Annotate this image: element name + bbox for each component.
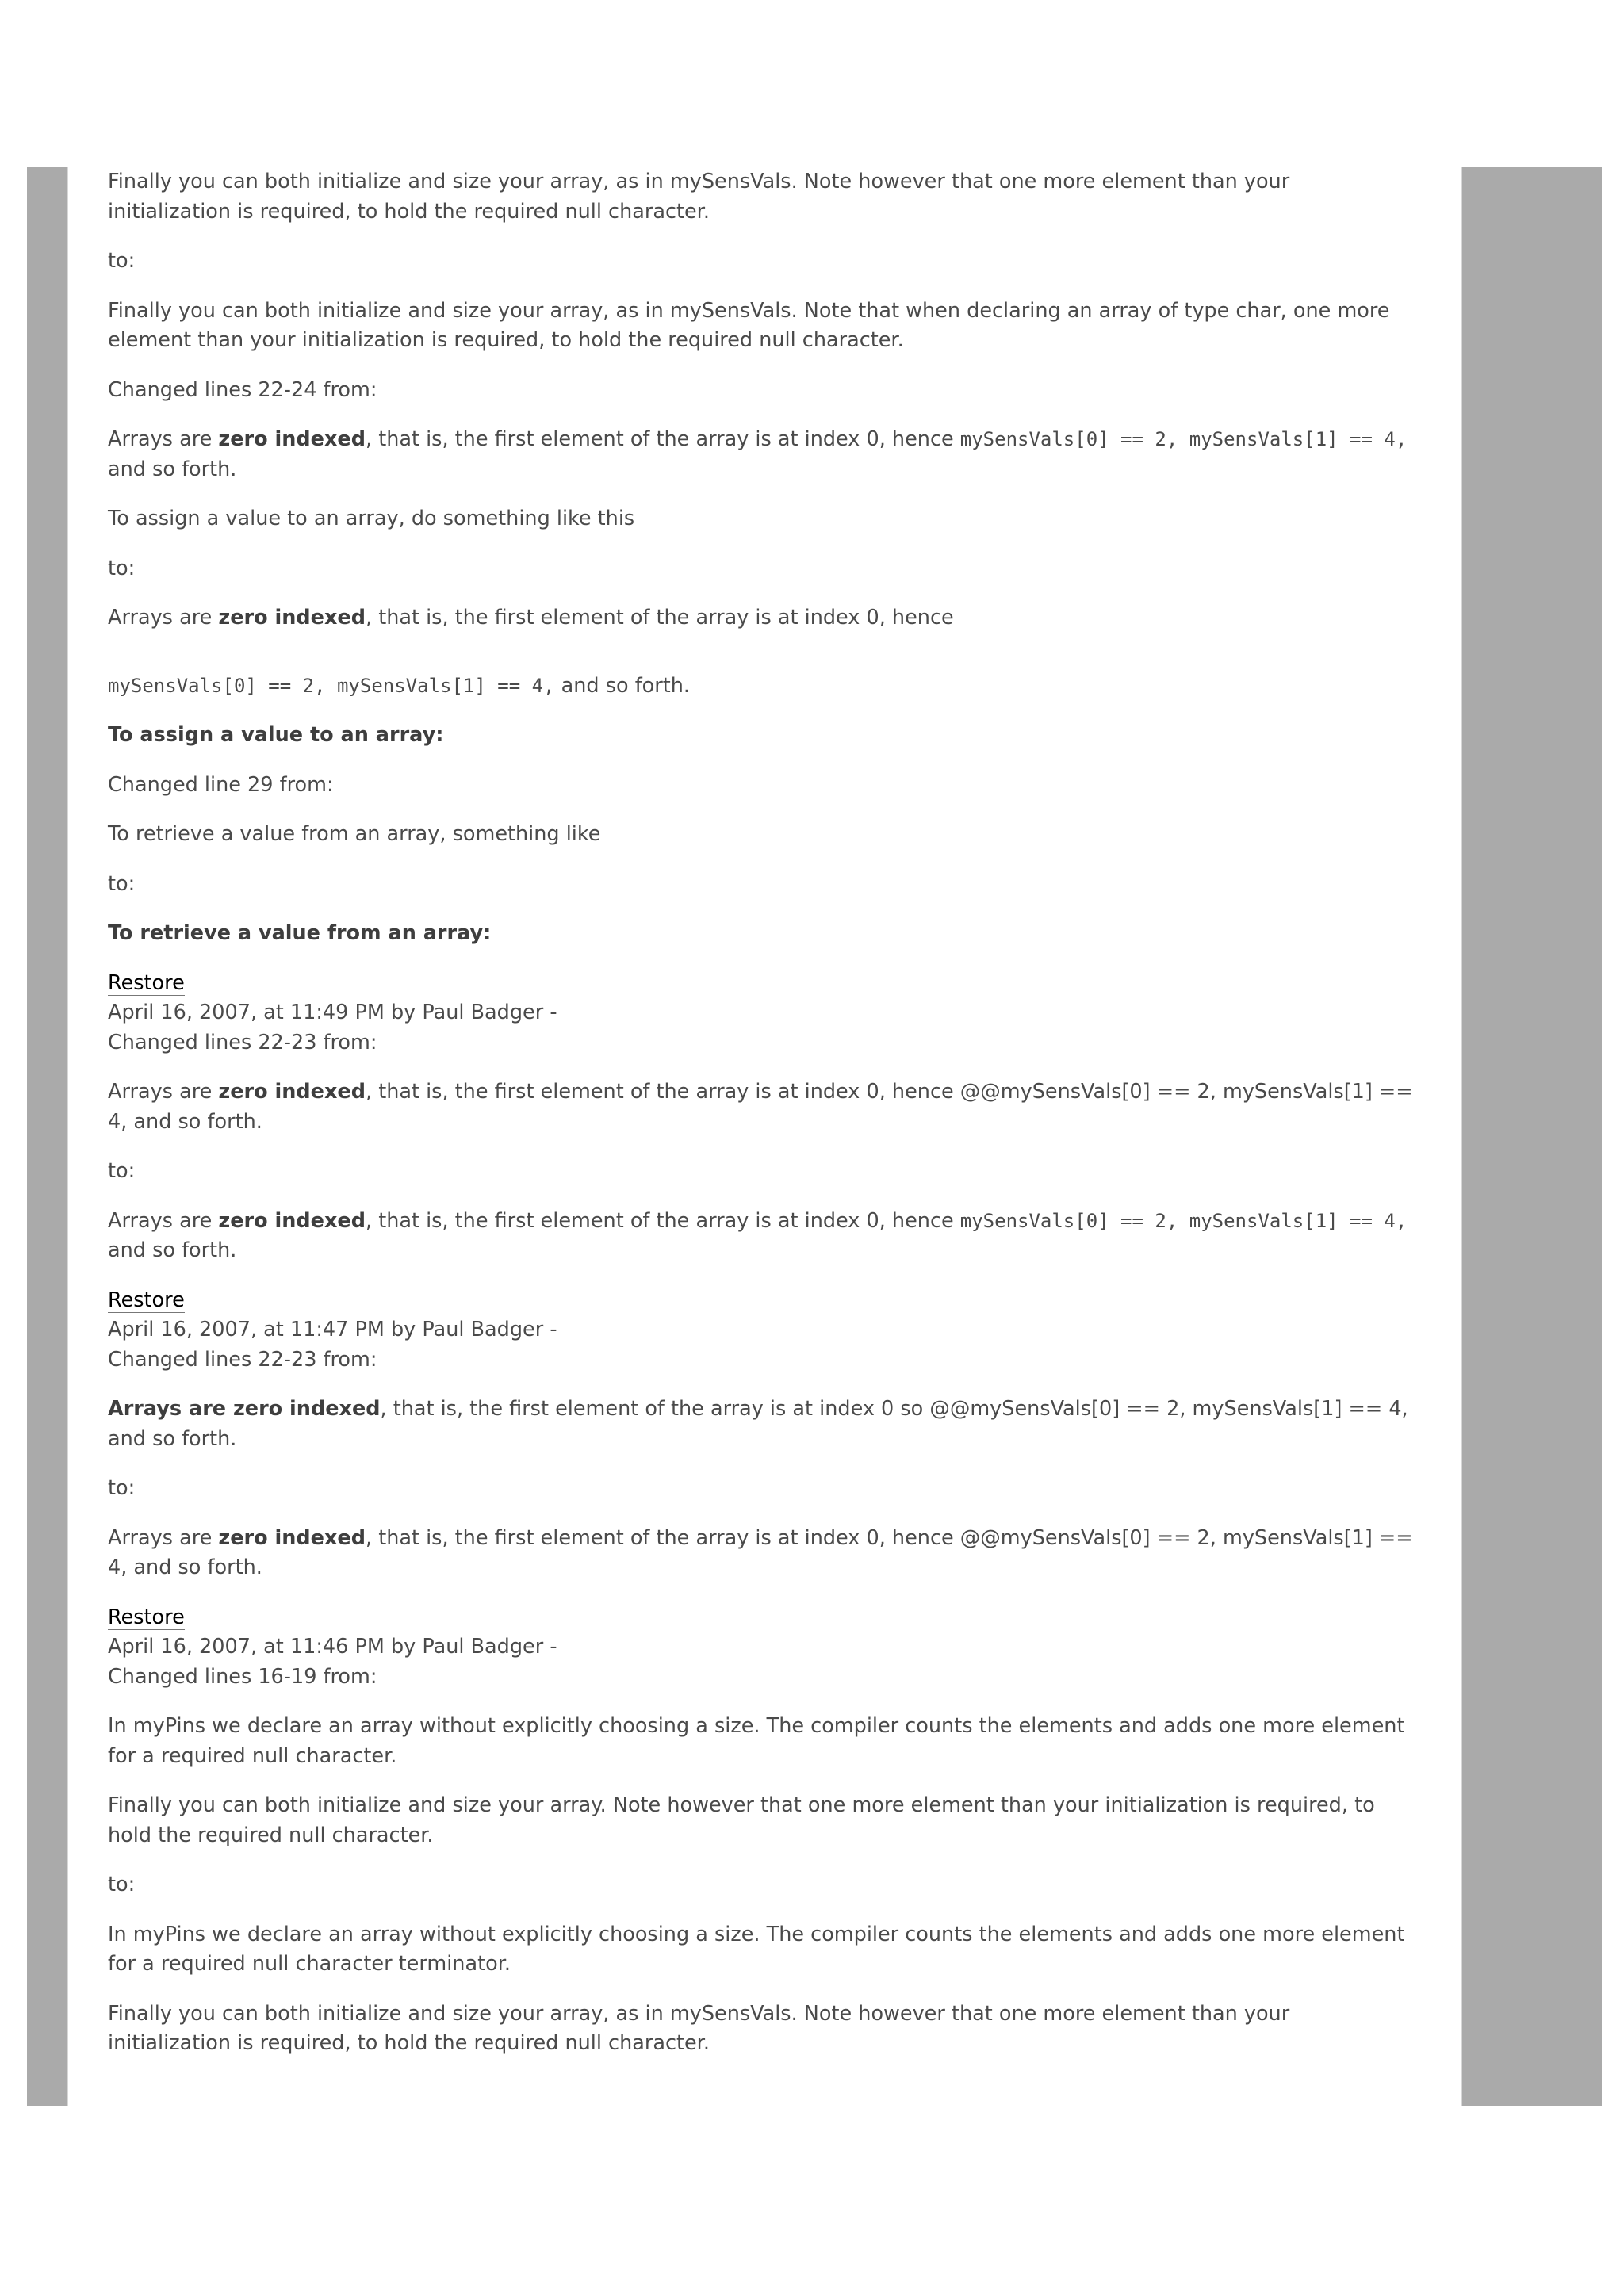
- code-snippet: mySensVals[0] == 2, mySensVals[1] == 4,: [108, 674, 555, 697]
- revision-meta: April 16, 2007, at 11:46 PM by Paul Badger -: [108, 1635, 557, 1659]
- diff-label: to:: [108, 1873, 136, 1896]
- revision-entry: [108, 1286, 1416, 1376]
- diff-label: Changed lines 22-23 from:: [108, 1030, 377, 1054]
- diff-text: To assign a value to an array:: [108, 723, 444, 747]
- diff-label: to:: [108, 1476, 136, 1500]
- diff-label: to:: [108, 249, 136, 273]
- diff-text: Finally you can both initialize and size your array, as in mySensVals. Note that when declaring an array of type char, one more element than your initialization is required, to hold the required null character.: [108, 298, 1390, 352]
- left-margin-bar: [27, 167, 68, 2106]
- diff-text: Arrays are zero indexed, that is, the first element of the array is at index 0 so @@mySensVals[0] == 2, mySensVals[1] == 4, and so forth.: [108, 1397, 1408, 1451]
- diff-text: To retrieve a value from an array:: [108, 921, 492, 945]
- diff-text: In myPins we declare an array without explicitly choosing a size. The compiler counts the elements and adds one more element for a required null character.: [108, 1714, 1405, 1768]
- diff-text: To assign a value to an array, do something like this: [108, 507, 635, 530]
- right-margin-bar: [1461, 167, 1602, 2106]
- diff-text: Arrays are zero indexed, that is, the first element of the array is at index 0, hence: [108, 606, 954, 629]
- revision-entry: [108, 1603, 1416, 1693]
- diff-label: Changed line 29 from:: [108, 772, 334, 797]
- diff-text: Finally you can both initialize and size your array, as in mySensVals. Note however that one more element than your initialization is required, to hold the required null character.: [108, 2001, 1290, 2055]
- diff-text: To retrieve a value from an array, something like: [108, 822, 601, 846]
- diff-label: Changed lines 22-23 from:: [108, 1347, 377, 1372]
- diff-text: mySensVals[0] == 2, mySensVals[1] == 4, and so forth.: [108, 673, 691, 698]
- diff-label: to:: [108, 556, 136, 580]
- diff-text: Finally you can both initialize and size your array. Note however that one more element than your initialization is required, to hold the required null character.: [108, 1793, 1375, 1847]
- page-history-content: [108, 167, 1416, 2079]
- revision-meta: April 16, 2007, at 11:47 PM by Paul Badger -: [108, 1318, 557, 1341]
- code-snippet: mySensVals[0] == 2, mySensVals[1] == 4,: [959, 428, 1408, 450]
- diff-text: Arrays are zero indexed, that is, the first element of the array is at index 0, hence @@mySensVals[0] == 2, mySensVals[1] == 4, and so forth.: [108, 1080, 1413, 1134]
- restore-link[interactable]: Restore: [108, 1288, 185, 1312]
- diff-text: Arrays are zero indexed, that is, the first element of the array is at index 0, hence mySensVals[0] == 2, mySensVals[1] == 4, and so forth.: [108, 427, 1408, 481]
- diff-text: Arrays are zero indexed, that is, the first element of the array is at index 0, hence mySensVals[0] == 2, mySensVals[1] == 4, and so forth.: [108, 1208, 1408, 1262]
- diff-label: Changed lines 16-19 from:: [108, 1664, 377, 1689]
- diff-label: Changed lines 22-24 from:: [108, 377, 377, 402]
- diff-text: In myPins we declare an array without explicitly choosing a size. The compiler counts the elements and adds one more element for a required null character terminator.: [108, 1922, 1405, 1976]
- diff-text: Arrays are zero indexed, that is, the first element of the array is at index 0, hence @@mySensVals[0] == 2, mySensVals[1] == 4, and so forth.: [108, 1525, 1413, 1579]
- restore-link[interactable]: Restore: [108, 1605, 185, 1629]
- code-snippet: mySensVals[0] == 2, mySensVals[1] == 4,: [959, 1209, 1408, 1232]
- diff-label: to:: [108, 1159, 136, 1183]
- diff-label: to:: [108, 871, 136, 896]
- diff-text: Finally you can both initialize and size your array, as in mySensVals. Note however that one more element than your initialization is required, to hold the required null character.: [108, 170, 1290, 224]
- revision-meta: April 16, 2007, at 11:49 PM by Paul Badger -: [108, 1001, 557, 1024]
- revision-entry: [108, 969, 1416, 1058]
- restore-link[interactable]: Restore: [108, 970, 185, 995]
